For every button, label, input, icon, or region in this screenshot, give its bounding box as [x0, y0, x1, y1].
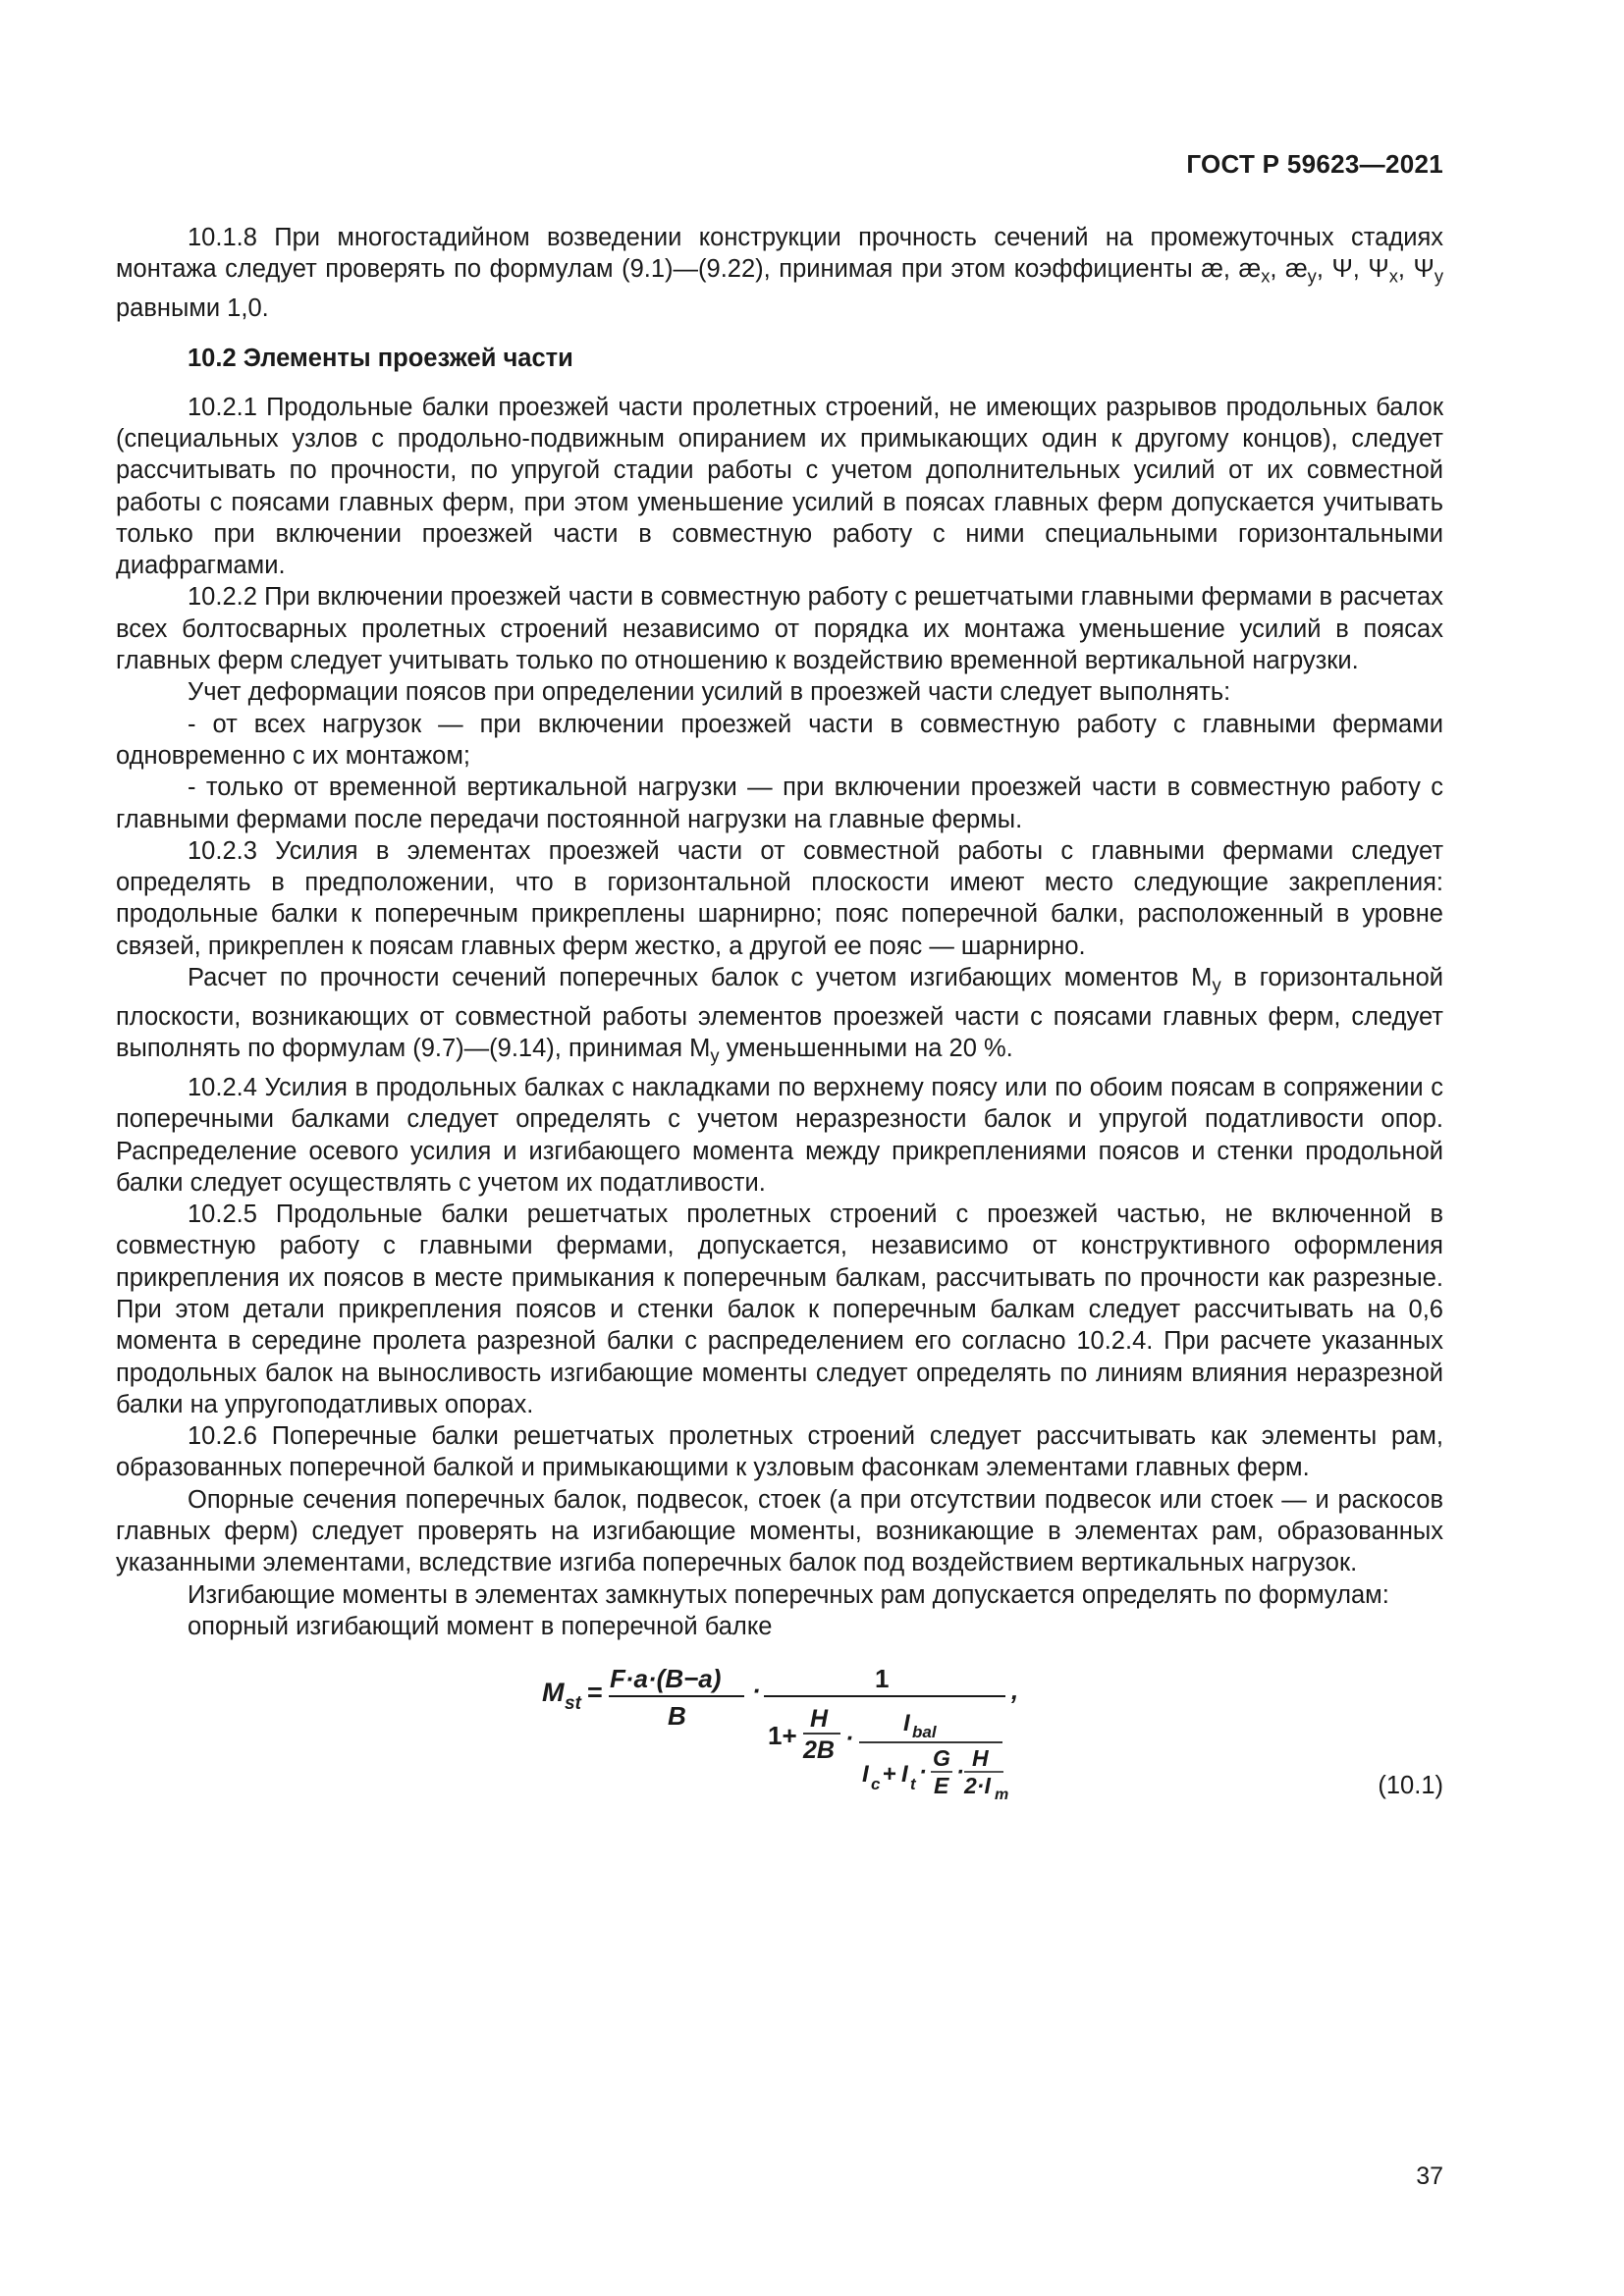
- formula-e: E: [934, 1773, 949, 1799]
- formula-10-1: [116, 1654, 1443, 1811]
- paragraph-10-2-4: 10.2.4 Усилия в продольных балках с накладками по верхнему поясу или по обоим поясам в сопряжении с поперечными балками следует определять с учетом неразрезности балок и упругой податливости опор. Распределение осевого усилия и изгибающего момента между прикреплениями поясов и стенки продольной балки следует осуществлять с учетом их податливости.: [116, 1073, 1443, 1197]
- document-body: [116, 222, 1443, 1811]
- formula-i-c: I: [862, 1761, 869, 1789]
- formula-g: G: [933, 1745, 950, 1772]
- formula-comma: ,: [1011, 1676, 1019, 1706]
- paragraph-10-2-5: 10.2.5 Продольные балки решетчатых пролетных строений с проезжей частью, не включенной в совместную работу с главными фермами, допускается, независимо от конструктивного оформления прикрепления их поясов в месте примыкания к поперечным балкам, рассчитывать по прочности как разрезные. При этом детали прикрепления поясов и стенки балок к поперечным балкам следует рассчитывать на 0,6 момента в середине пролета разрезной балки с распределением его согласно 10.2.4. При расчете указанных продольных балок на выносливость изгибающие моменты следует определять по линиям влияния неразрезной балки на упругоподатливых опорах.: [116, 1201, 1443, 1418]
- paragraph-deformation: Учет деформации поясов при определении усилий в проезжей части следует выполнять:: [188, 678, 1231, 707]
- formula-2-im: 2·I: [964, 1773, 991, 1799]
- paragraph-10-2-2: 10.2.2 При включении проезжей части в совместную работу с решетчатыми главными фермами в расчетах всех болтосварных пролетных строений независимо от порядка их монтажа уменьшение усилий в поясах главных ферм следует учитывать только по отношению к воздействию временной вертикальной нагрузки.: [116, 583, 1443, 675]
- paragraph-formula-intro: опорный изгибающий момент в поперечной балке: [188, 1612, 773, 1640]
- formula-one-plus: 1+: [768, 1721, 797, 1751]
- formula-numerator-1: F·a·(B−a): [610, 1664, 722, 1694]
- section-heading-10-2: 10.2 Элементы проезжей части: [188, 345, 573, 373]
- list-item-temporary-load: - только от временной вертикальной нагрузки — при включении проезжей части в совместную работу с главными фермами после передачи постоянной нагрузки на главные фермы.: [116, 774, 1443, 833]
- formula-plus: +: [883, 1761, 897, 1789]
- formula-i-t: I: [901, 1761, 908, 1789]
- paragraph-10-2-6: 10.2.6 Поперечные балки решетчатых пролетных строений следует рассчитывать как элементы рам, образованных поперечной балкой и примыкающими к узловым фасонкам элементами главных ферм.: [116, 1422, 1443, 1482]
- formula-denominator-1: B: [668, 1701, 686, 1732]
- formula-equals: =: [587, 1678, 603, 1708]
- formula-i-t-sub: t: [910, 1775, 916, 1794]
- page-number: 37: [1416, 2163, 1443, 2190]
- formula-i-m-sub: m: [995, 1787, 1009, 1804]
- list-item-all-loads: - от всех нагрузок — при включении проезжей части в совместную работу с главными фермами одновременно с их монтажом;: [116, 710, 1443, 770]
- document-header: ГОСТ Р 59623—2021: [1186, 149, 1443, 179]
- equation-number: (10.1): [1378, 1772, 1443, 1800]
- formula-i-c-sub: c: [871, 1775, 881, 1794]
- formula-dot-4: ·: [956, 1759, 964, 1787]
- formula-i-bal-sub: bal: [912, 1723, 937, 1742]
- formula-dot-2: ·: [845, 1725, 854, 1753]
- formula-graphic: [116, 1654, 1443, 1811]
- formula-h-2: H: [972, 1745, 989, 1772]
- formula-h-1: H: [810, 1705, 829, 1734]
- formula-dot-3: ·: [919, 1759, 927, 1787]
- formula-lhs-sub: st: [565, 1693, 581, 1715]
- formula-dot: ·: [752, 1676, 761, 1706]
- paragraph-10-2-1: 10.2.1 Продольные балки проезжей части пролетных строений, не имеющих разрывов продольных балок (специальных узлов с продольно-подвижным опиранием их примыкающих один к другому концов), следует рассчитывать по прочности, по упругой стадии работы с учетом дополнительных усилий от их совместной работы с поясами главных ферм, при этом уменьшение усилий в поясах главных ферм допускается учитывать только при включении проезжей части в совместную работу с ними специальными горизонтальными диафрагмами.: [116, 393, 1443, 580]
- paragraph-support-sections: Опорные сечения поперечных балок, подвесок, стоек (а при отсутствии подвесок или стоек — и раскосов главных ферм) следует проверять на изгибающие моменты, возникающие в элементах рам, образованных указанными элементами, вследствие изгиба поперечных балок под воздействием вертикальных нагрузок.: [116, 1485, 1443, 1577]
- paragraph-10-1-8: 10.1.8 При многостадийном возведении конструкции прочность сечений на промежуточных стадиях монтажа следует проверять по формулам (9.1)—(9.22), принимая при этом коэффициенты æ, $æ_x$, $æ_y$, Ψ, $\Psi_x$, $\Psi_y$ равными 1,0.: [116, 224, 1443, 323]
- paragraph-10-2-3: 10.2.3 Усилия в элементах проезжей части от совместной работы с главными фермами следует определять в предположении, что в горизонтальной плоскости имеют место следующие закрепления: продольные балки к поперечным прикреплены шарнирно; пояс поперечной балки, расположенный в уровне связей, прикреплен к поясам главных ферм жестко, а другой ее пояс — шарнирно.: [116, 836, 1443, 960]
- paragraph-bending-moments: Изгибающие моменты в элементах замкнутых поперечных рам допускается определять по формулам:: [188, 1580, 1389, 1609]
- formula-numerator-2: 1: [875, 1664, 890, 1694]
- formula-2b: 2B: [803, 1736, 835, 1765]
- paragraph-strength-calc: Расчет по прочности сечений поперечных балок с учетом изгибающих моментов $M_y$ в горизонтальной плоскости, возникающих от совместной работы элементов проезжей части с поясами главных ферм, следует выполнять по формулам (9.7)—(9.14), принимая $M_y$ уменьшенными на 20 %.: [116, 964, 1444, 1066]
- formula-lhs: M: [542, 1678, 565, 1708]
- formula-i-bal: I: [903, 1710, 910, 1737]
